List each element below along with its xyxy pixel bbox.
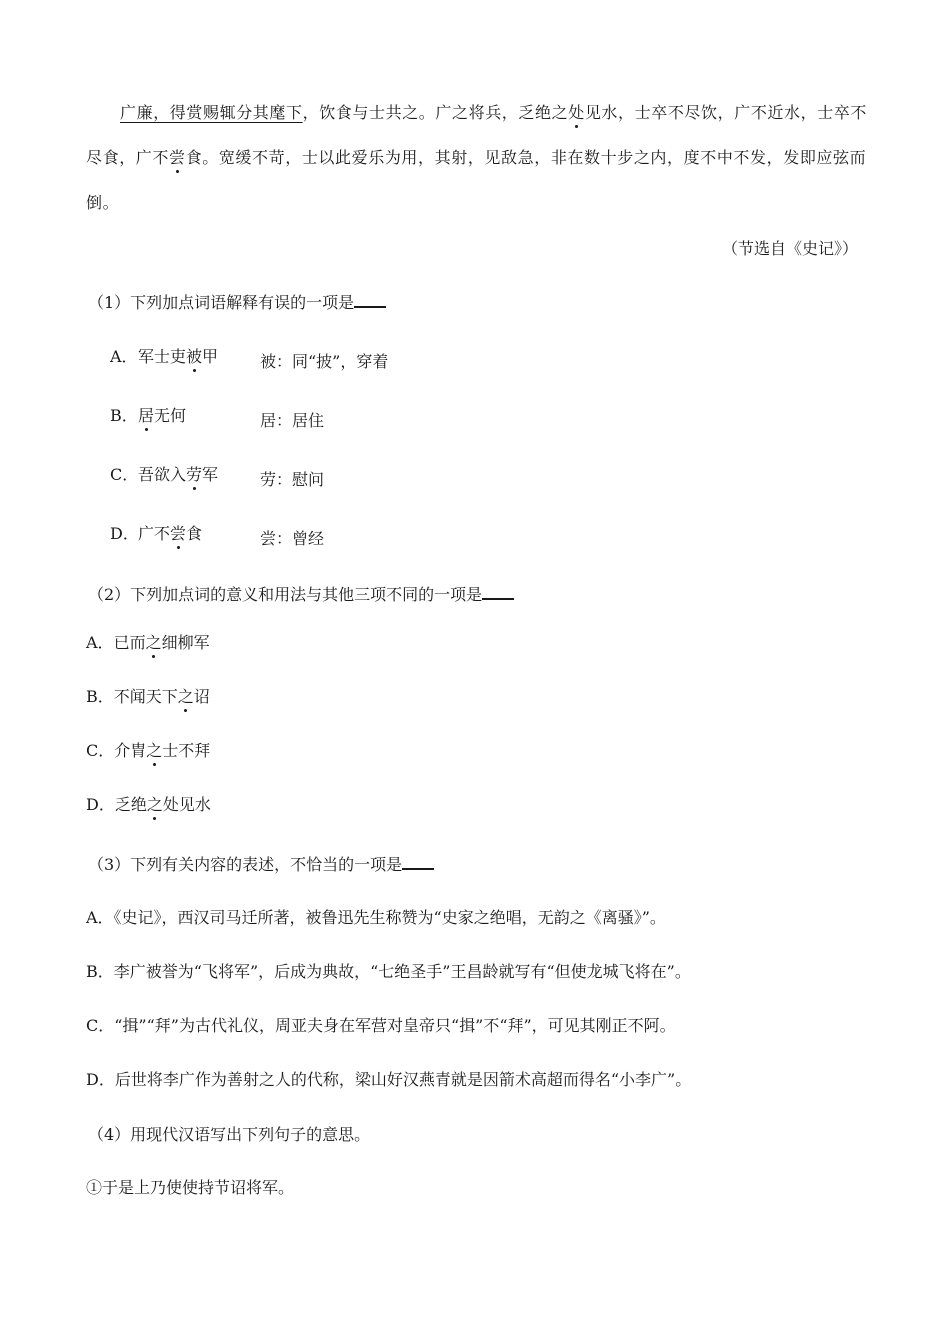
answer-blank[interactable] (354, 292, 386, 308)
q3-stem (88, 852, 434, 875)
q4-item-1: ①于是上乃使使持节诏将军。 (86, 1178, 295, 1197)
q2-option-b[interactable]: B．不闻天下之诏 (86, 687, 210, 706)
q1-option-a[interactable] (110, 344, 389, 371)
option-term: 居无何 (138, 406, 187, 425)
q2-stem (88, 582, 514, 605)
q3-option-a[interactable]: A．《史记》，西汉司马迁所著，被鲁迅先生称赞为“史家之绝唱，无韵之《离骚》”。 (86, 908, 666, 927)
q2-stem-text: （2）下列加点词的意义和用法与其他三项不同的一项是 (88, 585, 483, 604)
option-letter: B． (110, 406, 138, 425)
option-term: 吾欲入劳军 (138, 465, 219, 484)
option-term: 军士吏被甲 (138, 347, 219, 366)
option-gloss: 劳：慰问 (260, 470, 325, 489)
option-gloss: 被：同“披”，穿着 (260, 352, 389, 371)
option-letter: C． (110, 465, 139, 484)
passage-text (86, 90, 876, 225)
option-gloss: 居：居住 (260, 411, 325, 430)
passage-dotted-char: 处 (568, 103, 585, 122)
q4-stem: （4）用现代汉语写出下列句子的意思。 (88, 1125, 371, 1144)
q3-option-b[interactable]: B．李广被誉为“飞将军”，后成为典故，“七绝圣手”王昌龄就写有“但使龙城飞将在”。 (86, 962, 691, 981)
q1-stem (88, 290, 386, 313)
passage-dotted-char: 尝 (169, 148, 186, 167)
option-letter: A． (110, 347, 138, 366)
q3-option-d[interactable]: D．后世将李广作为善射之人的代称，梁山好汉燕青就是因箭术高超而得名“小李广”。 (86, 1070, 692, 1089)
q2-option-a[interactable]: A．已而之细柳军 (86, 633, 210, 652)
passage-underlined: 广廉，得赏赐辄分其麾下 (120, 103, 303, 122)
passage-segment: ，饮食与士共之。广之将兵，乏绝之 (302, 103, 569, 122)
passage-segment: 见水，士卒不尽饮，广不近水，士卒不尽食，广不 (86, 103, 868, 167)
q1-option-c[interactable] (110, 462, 325, 489)
option-letter: D． (110, 524, 139, 543)
answer-blank[interactable] (402, 854, 434, 870)
q1-stem-text: （1）下列加点词语解释有误的一项是 (88, 293, 355, 312)
q2-option-d[interactable]: D．乏绝之处见水 (86, 795, 211, 814)
passage-segment: 食。宽缓不苛，士以此爱乐为用，其射，见敌急，非在数十步之内，度不中不发，发即应弦而倒。 (86, 148, 867, 212)
option-term: 广不尝食 (138, 524, 203, 543)
q2-option-c[interactable]: C．介胄之士不拜 (86, 741, 211, 760)
option-gloss: 尝：曾经 (260, 529, 325, 548)
q3-stem-text: （3）下列有关内容的表述，不恰当的一项是 (88, 855, 403, 874)
answer-blank[interactable] (482, 584, 514, 600)
q3-option-c[interactable]: C．“揖”“拜”为古代礼仪，周亚夫身在军营对皇帝只“揖”不“拜”，可见其刚正不阿。 (86, 1016, 676, 1035)
q1-option-d[interactable] (110, 521, 325, 548)
passage-source: （节选自《史记》） (721, 239, 858, 258)
q1-option-b[interactable] (110, 403, 325, 430)
